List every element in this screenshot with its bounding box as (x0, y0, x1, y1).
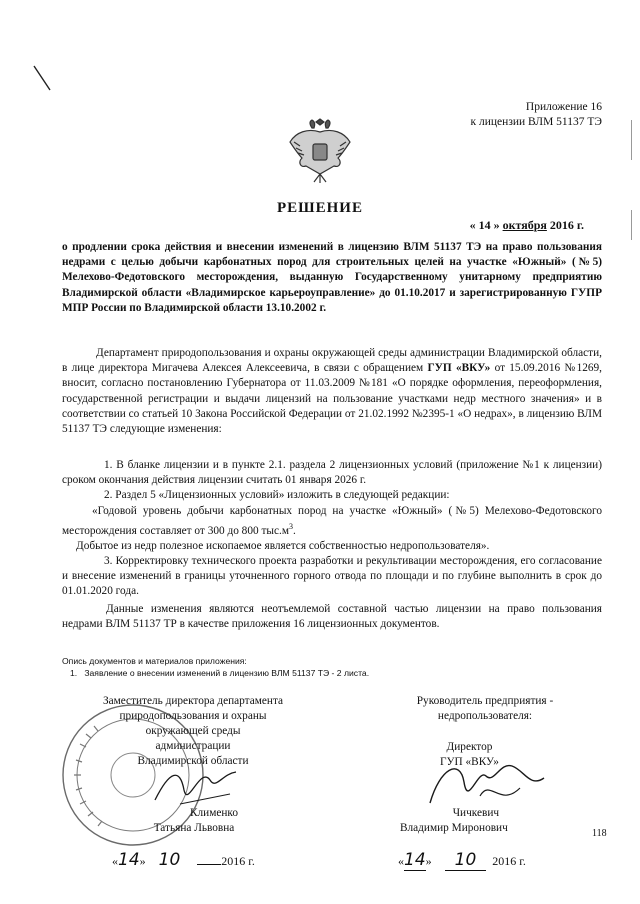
signatory-line: Заместитель директора департамента (102, 695, 284, 707)
change-quote-end: . (292, 524, 296, 537)
change-quote: «Годовой уровень добычи карбонатных пород на участке «Южный» (№5) Мелехово-Федотовского месторождения составляет от 300 до 800 тыс.м (62, 504, 602, 537)
scan-edge-mark (631, 120, 632, 160)
change-item (62, 504, 602, 539)
document-title: РЕШЕНИЕ (277, 200, 363, 216)
applicant-name: ГУП «ВКУ» (427, 362, 491, 375)
signatory-surname: Чичкевич (452, 807, 500, 819)
date-month: октября (502, 218, 547, 232)
page-number: 118 (592, 828, 607, 839)
decision-subject: о продлении срока действия и внесении изменений в лицензию ВЛМ 51137 ТЭ на право пользования недрами с целью добычи карбонатных пород для строительных целей на участке «Южный» (№5) Мелехово-Федотовского месторождения, выданную Государственному унитарному предприятию Владимирской области «Владимирское карьероуправление» до 01.10.2017 и зарегистрированную ГУПР МПР России по Владимирской области 13.10.2002 г. (62, 241, 602, 314)
date-year: 2016 г. (549, 218, 584, 232)
left-signature-icon (150, 760, 240, 810)
left-signatory-block (78, 694, 308, 769)
change-item: 1. В бланке лицензии и в пункте 2.1. раздела 2 лицензионных условий (приложение №1 к лицензии) сроком окончания действия лицензии считать 01 января 2026 г. (62, 459, 602, 487)
signatory-surname: Клименко (190, 807, 238, 819)
signatory-fullname: Татьяна Львовна (153, 822, 235, 834)
change-item: 2. Раздел 5 «Лицензионных условий» изложить в следующей редакции: (104, 489, 450, 502)
date-quote: « (469, 218, 476, 232)
signatory-line: природопользования и охраны (119, 710, 267, 722)
signatory-line: Владимирской области (137, 755, 249, 767)
date-quote: « (398, 854, 404, 868)
appendix-line: Приложение 16 (525, 101, 602, 113)
double-headed-eagle-emblem-icon (288, 118, 352, 184)
signatory-fullname: Владимир Миронович (400, 822, 508, 834)
date-day: 14 (478, 218, 491, 232)
appendix-line: к лицензии ВЛМ 51137 ТЭ (470, 116, 602, 128)
preamble-paragraph (62, 346, 602, 437)
date-month-handwritten: 10 (158, 850, 181, 870)
signatory-line: администрации (155, 740, 231, 752)
date-day-handwritten: 14 (404, 850, 426, 870)
left-signing-date (112, 850, 255, 870)
attachments-title: Опись документов и материалов приложения: (62, 656, 247, 666)
left-signatory-name (150, 806, 238, 836)
date-year: 2016 г. (492, 854, 526, 868)
right-signatory-block (370, 694, 600, 724)
pen-mark-icon (32, 64, 54, 92)
signatory-line: недропользователя: (437, 710, 533, 722)
change-note: Добытое из недр полезное ископаемое является собственностью недропользователя». (76, 539, 490, 552)
appendix-reference (471, 100, 602, 130)
date-month-handwritten: 10 (445, 850, 487, 871)
closing-paragraph: Данные изменения являются неотъемлемой составной частью лицензии на право пользования недрами ВЛМ 51137 ТР в качестве приложения 16 лицензионных документов. (62, 603, 602, 631)
changes-list (62, 458, 602, 600)
preamble-text: от 15.09.2016 №1269, вносит, согласно постановлению Губернатора от 11.03.2009 №181 «О порядке оформления, переоформления, государственной регистрации и выдачи лицензий на пользование участками недр местного значения» и в соответствии со статьей 10 Закона Российской Федерации от 21.02.1992 №2395-1 «О недрах», в лицензию ВЛМ 51137 ТЭ следующие изменения: (62, 362, 602, 436)
company-name: ГУП «ВКУ» (440, 756, 499, 768)
preamble-text: Департамент природопользования и охраны окружающей среды администрации Владимирской области, в лице директора Мигачева Алексея Алексеевича, в связи с обращением (62, 347, 602, 375)
signatory-line: окружающей среды (145, 725, 241, 737)
date-underline (197, 864, 221, 865)
director-title: Директор (446, 741, 493, 753)
right-signing-date (398, 850, 526, 870)
decision-date (470, 218, 584, 233)
attachment-item: 1. Заявление о внесении изменений в лицензию ВЛМ 51137 ТЭ - 2 листа. (70, 668, 370, 678)
signatory-line: Руководитель предприятия - (416, 695, 554, 707)
right-signatory-name (400, 806, 508, 836)
date-day-handwritten: 14 (118, 850, 140, 870)
unit-superscript: 3 (288, 521, 293, 531)
date-quote: » (139, 854, 146, 868)
date-year: 2016 г. (221, 854, 255, 868)
date-quote: » (493, 218, 500, 232)
date-quote: » (425, 854, 432, 868)
change-item: 3. Корректировку технического проекта разработки и рекультивации месторождения, его согласование и внесение изменений в границы уточненного горного отвода по площади и по глубине выполнить в срок до 01.01.2020 года. (62, 554, 602, 598)
date-quote: « (112, 854, 118, 868)
